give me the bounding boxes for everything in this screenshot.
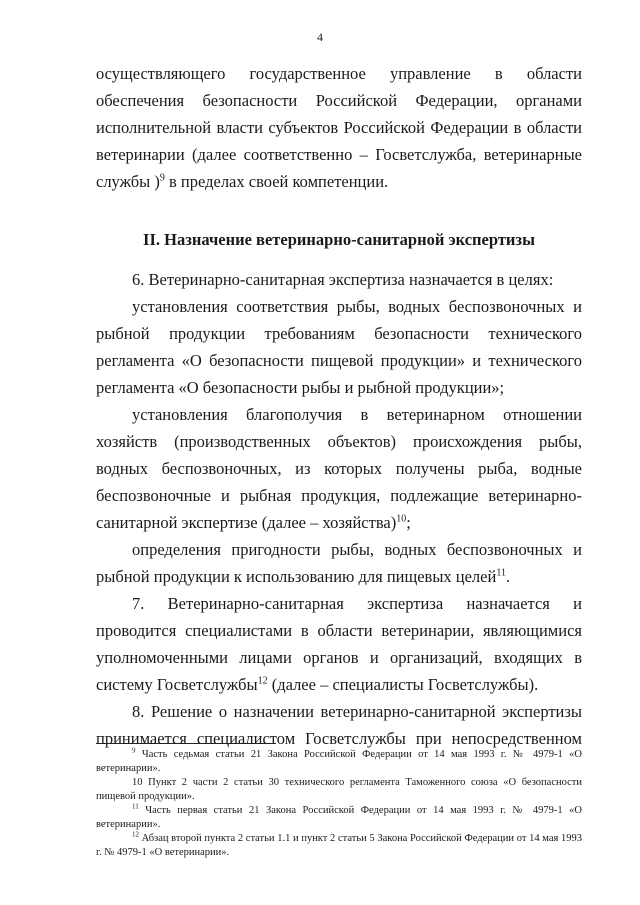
footnote-10-text: 10 Пункт 2 части 2 статьи 30 технического регламента Таможенного союза «О безопасности пищевой продукции». [96, 777, 582, 802]
footnote-ref-12: 12 [257, 675, 268, 687]
top-paragraph-block [96, 60, 582, 195]
footnote-ref-9: 9 [159, 172, 165, 184]
paragraph-6-item-3 [96, 536, 582, 590]
page-number: 4 [317, 30, 323, 44]
footnote-11 [96, 804, 582, 832]
footnote-ref-11: 11 [496, 567, 506, 579]
footnote-9 [96, 748, 582, 776]
footnote-12-mark: 12 [132, 830, 139, 839]
footnotes [96, 748, 582, 860]
paragraph-6-item-3-text: определения пригодности рыбы, водных беспозвоночных и рыбной продукции к использованию для пищевых целей [96, 540, 582, 586]
footnote-9-text: Часть седьмая статьи 21 Закона Российской Федерации от 14 мая 1993 г. № 4979-1 «О ветеринарии». [96, 749, 582, 774]
footnote-12 [96, 832, 582, 860]
paragraph-6-item-3-end: . [505, 567, 511, 586]
footnote-11-text: Часть первая статьи 21 Закона Российской Федерации от 14 мая 1993 г. № 4979-1 «О ветеринарии». [96, 805, 582, 830]
paragraph-7-text: 7. Ветеринарно-санитарная экспертиза назначается и проводится специалистами в области ветеринарии, являющимися уполномоченными лицами органов и организаций, входящих в систему Госветслужбы [96, 594, 582, 694]
footnote-10 [96, 776, 582, 804]
paragraph-6-item-2-text: установления благополучия в ветеринарном отношении хозяйств (производственных объектов) происхождения рыбы, водных беспозвоночных, из которых получены рыба, водные беспозвоночные и рыбная продукция, подлежащие ветеринарно-санитарной экспертизе (далее – хозяйства) [96, 405, 582, 532]
paragraph-6-item-2 [96, 401, 582, 536]
paragraph-6-item-2-end: ; [406, 513, 411, 532]
main-text-block [96, 266, 582, 752]
paragraph-7-end: (далее – специалисты Госветслужбы). [267, 675, 539, 694]
top-paragraph-end: в пределах своей компетенции. [164, 172, 389, 191]
top-paragraph [96, 60, 582, 195]
section-heading: II. Назначение ветеринарно-санитарной экспертизы [143, 230, 535, 249]
footnote-11-mark: 11 [132, 802, 139, 811]
paragraph-6: 6. Ветеринарно-санитарная экспертиза назначается в целях: [132, 270, 554, 289]
footnote-separator [96, 743, 276, 744]
paragraph-6-item-1: установления соответствия рыбы, водных беспозвоночных и рыбной продукции требованиям безопасности технического регламента «О безопасности пищевой продукции» и технического регламента «О безопасности рыбы и рыбной продукции»; [96, 297, 582, 397]
footnote-ref-10: 10 [396, 513, 407, 525]
footnote-12-text: Абзац второй пункта 2 статьи 1.1 и пункт 2 статьи 5 Закона Российской Федерации от 14 мая 1993 г. № 4979-1 «О ветеринарии». [96, 833, 582, 858]
paragraph-7 [96, 590, 582, 698]
paragraph-8: 8. Решение о назначении ветеринарно-санитарной экспертизы принимается специалистом Госветслужбы при непосредственном [96, 702, 582, 748]
footnote-9-mark: 9 [132, 746, 136, 755]
top-paragraph-text: осуществляющего государственное управление в области обеспечения безопасности Российской Федерации, органами исполнительной власти субъектов Российской Федерации в области ветеринарии (далее соответственно – Госветслужба, ветеринарные службы ) [96, 64, 582, 191]
